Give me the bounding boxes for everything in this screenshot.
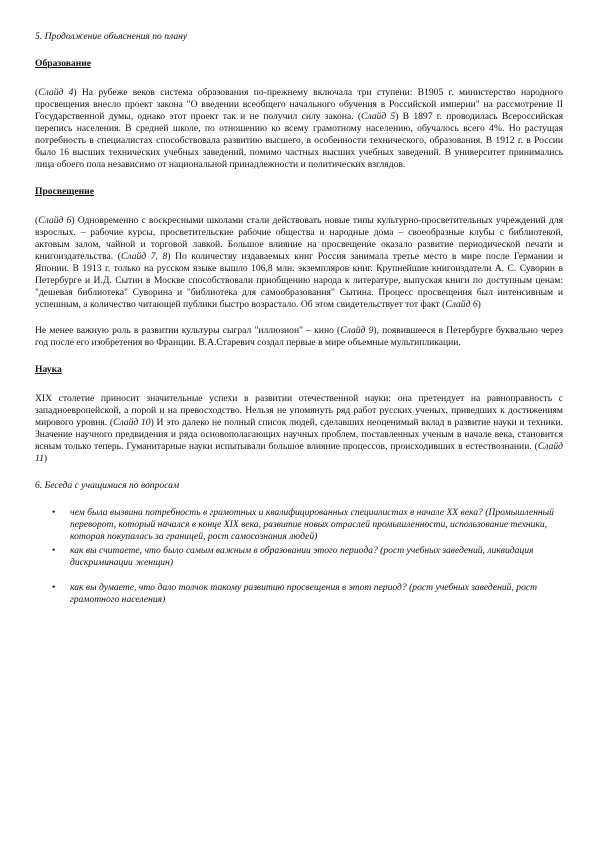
talk-heading: 6. Беседа с учащимися по вопросам xyxy=(35,480,180,491)
questions-list xyxy=(35,507,563,606)
list-item: • чем была вызвана потребность в грамотных и квалифицированных специалистах в начале XX века? (Промышленный переворот, который начался в конце XIX века, развитие новых отраслей промышленности, использование техники, которая покупалась за границей, рост самосознания людей) xyxy=(52,507,554,542)
slide-ref: Слайд 10 xyxy=(113,417,151,428)
slide-ref: Слайд 4 xyxy=(38,87,74,98)
slide-ref: Слайд 11 xyxy=(35,441,563,464)
education-paragraph: (Слайд 4) На рубеже веков система образования по-прежнему включала три ступени: В1905 г. министерство народного просвещения внесло проект закона "О введении всеобщего начального обучения в Российской империи" на рассмотрение II Государственной думы, однако этот проект так и не получил силу закона. (Слайд 5) В 1897 г. проводилась Всероссийская перепись населения. В средней школе, по отношению ко всему грамотному населению, обучалось всего 4%. Но растущая потребность в специалистах способствовала развитию высшего, в особенности технического, образования. В 1912 г. в России было 16 высших технических учебных заведений, помимо частных высших учебных заведений. В университет принимались лица обоего пола независимо от национальной принадлежности и политических взглядов. xyxy=(35,87,564,170)
education-heading: Образование xyxy=(35,58,92,69)
enlightenment-heading: Просвещение xyxy=(35,186,94,197)
enlightenment-paragraph-1: (Слайд 6) Одновременно с воскресными школами стали действовать новые типы культурно-просветительных учреждений для взрослых. – рабочие курсы, просветительские рабочие общества и народные дома – своеобразные клубы с библиотекой, актовым залом, чайной и торговой лавкой. Большое влияние на просвещение оказало развитие периодической печати и книгоиздательства. (Слайд 7, 8) По количеству издаваемых книг Россия занимала третье место в мире после Германии и Японии. В 1913 г. только на русском языке вышло 106,8 млн. экземпляров книг. Крупнейшие книгоиздатели А. С. Суворин в Петербурге и И.Д. Сытин в Москве способствовали приобщению народа к литературе, выпуская книги по доступным ценам: "дешевая библиотека" Суворина и "библиотека для самообразования" Сытина. Процесс просвещения был интенсивным и успешным, а количество читающей публики быстро возрастало. Об этом свидетельствует тот факт (Слайд 6) xyxy=(35,215,564,310)
enlightenment-paragraph-2: Не менее важную роль в развитии культуры сыграл "иллюзион" – кино (Слайд 9), появившееся в Петербурге буквально через год после его изобретения во Франции. В.А.Старевич создал первые в мире объемные мультипликации. xyxy=(35,325,564,348)
list-item: • как вы думаете, что дало толчок такому развитию просвещения в этот период? (рост учебных заведений, рост грамотного населения) xyxy=(52,582,538,605)
bullet-icon: • xyxy=(52,582,56,593)
slide-ref: Слайд 6 xyxy=(38,215,72,226)
slide-ref: Слайд 9 xyxy=(340,325,374,336)
science-heading: Наука xyxy=(35,364,62,375)
plan-heading: 5. Продолжение объяснения по плану xyxy=(35,31,188,42)
bullet-icon: • xyxy=(52,545,56,556)
document-page xyxy=(35,31,563,606)
bullet-icon: • xyxy=(52,507,56,518)
slide-ref: Слайд 7, 8 xyxy=(120,251,168,262)
slide-ref: Слайд 5 xyxy=(361,111,396,122)
list-item: • как вы считаете, что было самым важным в образовании этого периода? (рост учебных заведений, ликвидация дискриминации женщин) xyxy=(52,545,534,568)
science-paragraph: XIX столетие приносит значительные успехи в развитии отечественной науки: она претендует на равноправность с западноевропейской, а порой и на превосходство. Нельзя не упомянуть ряд работ русских ученых, приведших к достижениям мирового уровня. (Слайд 10) И это далеко не полный список людей, сделавших неоценимый вклад в развитие науки и техники. Значение научного предвидения и ряда основополагающих научных проблем, поставленных ученым в начале века, становится ясным только теперь. Гуманитарные науки испытывали большое влияние процессов, происходивших в естествознании. (Слайд 11) xyxy=(35,393,563,464)
slide-ref: Слайд 6 xyxy=(445,299,478,310)
